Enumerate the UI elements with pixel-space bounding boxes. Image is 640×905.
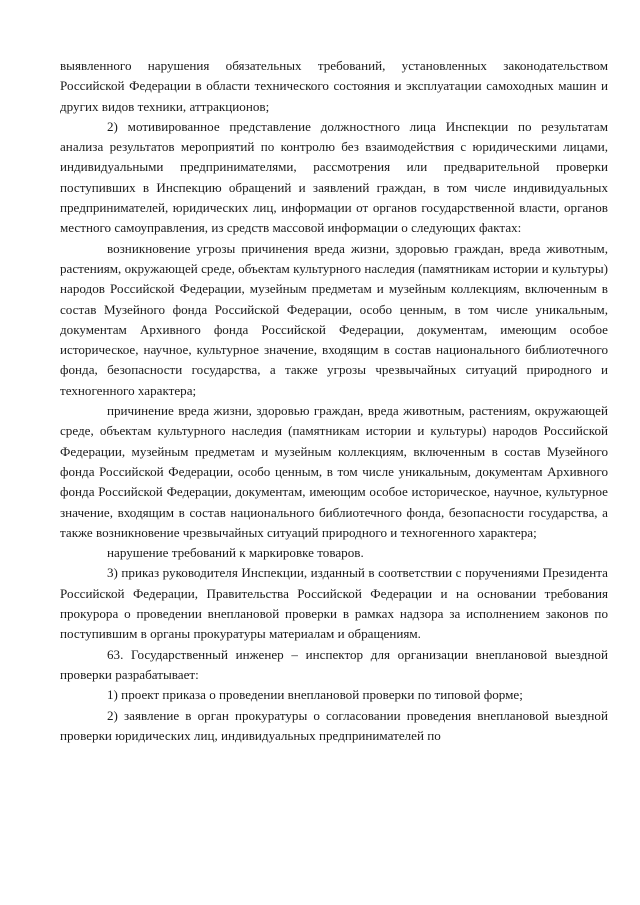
paragraph-item-3: 3) приказ руководителя Инспекции, изданный в соответствии с поручениями Президента Российской Федерации, Правительства Российской Федерации и на основании требования прокурора о проведении внеплановой проверки в рамках надзора за исполнением законов по поступившим в органы прокуратуры материалам и обращениям. [60, 565, 608, 642]
paragraph-item-2: 2) мотивированное представление должностного лица Инспекции по результатам анализа результатов мероприятий по контролю без взаимодействия с юридическими лицами, индивидуальными предпринимателями, рассмотрения или предварительной проверки поступивших в Инспекцию обращений и заявлений граждан, в том числе индивидуальных предпринимателей, юридических лиц, информации от органов государственной власти, органов местного самоуправления, из средств массовой информации о следующих фактах: [60, 118, 608, 236]
paragraph-marking: нарушение требований к маркировке товаров. [107, 545, 364, 561]
document-page [60, 56, 608, 746]
paragraph-section-63: 63. Государственный инженер – инспектор для организации внеплановой выездной проверки разрабатывает: [60, 646, 608, 682]
paragraph-threat: возникновение угрозы причинения вреда жизни, здоровью граждан, вреда животным, растениям, окружающей среде, объектам культурного наследия (памятникам истории и культуры) народов Российской Федерации, музейным предметам и музейным коллекциям, включенным в состав Музейного фонда Российской Федерации, особо ценным, в том числе уникальным, документам Архивного фонда Российской Федерации, документам, имеющим особое историческое, научное, культурное значение, входящим в состав национального библиотечного фонда, безопасности государства, а также угрозы чрезвычайных ситуаций природного и техногенного характера; [60, 240, 608, 398]
paragraph-63-item-1: 1) проект приказа о проведении внеплановой проверки по типовой форме; [107, 687, 523, 703]
paragraph-harm: причинение вреда жизни, здоровью граждан, вреда животным, растениям, окружающей среде, объектам культурного наследия (памятникам истории и культуры) народов Российской Федерации, музейным предметам и музейным коллекциям, включенным в состав Музейного фонда Российской Федерации, особо ценным, в том числе уникальным, документам Архивного фонда Российской Федерации, документам, имеющим особое историческое, научное, культурное значение, входящим в состав национального библиотечного фонда, безопасности государства, а также возникновение чрезвычайных ситуаций природного и техногенного характера; [60, 403, 608, 540]
paragraph-continuation: выявленного нарушения обязательных требований, установленных законодательством Российской Федерации в области технического состояния и эксплуатации самоходных машин и других видов техники, аттракционов; [60, 58, 608, 114]
paragraph-63-item-2: 2) заявление в орган прокуратуры о согласовании проведения внеплановой выездной проверки юридических лиц, индивидуальных предпринимателей по [60, 707, 608, 743]
